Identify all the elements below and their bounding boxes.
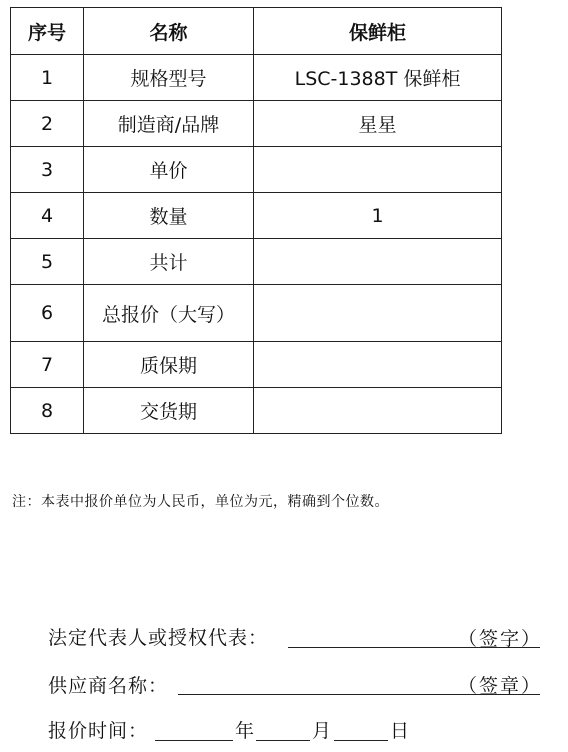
row-value: LSC-1388T 保鲜柜 [254, 55, 502, 101]
row-serial: 6 [11, 285, 84, 342]
row-serial: 5 [11, 239, 84, 285]
year-label: 年 [235, 720, 257, 742]
table-row [11, 193, 502, 239]
table-header-row [11, 8, 502, 55]
legal-rep-label: 法定代表人或授权代表： [48, 627, 269, 649]
table-row [11, 239, 502, 285]
quote-time-label: 报价时间： [48, 720, 149, 742]
row-name: 质保期 [84, 342, 254, 388]
table-row [11, 342, 502, 388]
legal-rep-suffix: （签字） [458, 628, 543, 650]
row-value [254, 147, 502, 193]
row-value: 1 [254, 193, 502, 239]
row-value [254, 342, 502, 388]
table-row [11, 101, 502, 147]
header-serial: 序号 [11, 8, 84, 55]
quote-table [10, 7, 502, 434]
row-value: 星星 [254, 101, 502, 147]
header-product: 保鲜柜 [254, 8, 502, 55]
row-serial: 7 [11, 342, 84, 388]
supplier-label: 供应商名称： [48, 675, 169, 697]
table-row [11, 55, 502, 101]
row-name: 总报价（大写） [84, 285, 254, 342]
table-row [11, 147, 502, 193]
header-name: 名称 [84, 8, 254, 55]
day-line[interactable] [334, 740, 388, 741]
row-serial: 1 [11, 55, 84, 101]
month-line[interactable] [256, 740, 310, 741]
day-label: 日 [390, 720, 412, 742]
row-serial: 8 [11, 388, 84, 434]
row-name: 数量 [84, 193, 254, 239]
year-line[interactable] [155, 740, 233, 741]
row-name: 交货期 [84, 388, 254, 434]
table-row [11, 388, 502, 434]
row-serial: 3 [11, 147, 84, 193]
row-serial: 2 [11, 101, 84, 147]
supplier-suffix: （签章） [458, 675, 543, 697]
row-serial: 4 [11, 193, 84, 239]
row-name: 制造商/品牌 [84, 101, 254, 147]
table-note: 注：本表中报价单位为人民币，单位为元，精确到个位数。 [12, 494, 389, 510]
row-value [254, 285, 502, 342]
row-value [254, 388, 502, 434]
row-name: 规格型号 [84, 55, 254, 101]
row-name: 单价 [84, 147, 254, 193]
row-name: 共计 [84, 239, 254, 285]
month-label: 月 [312, 720, 334, 742]
row-value [254, 239, 502, 285]
table-row [11, 285, 502, 342]
